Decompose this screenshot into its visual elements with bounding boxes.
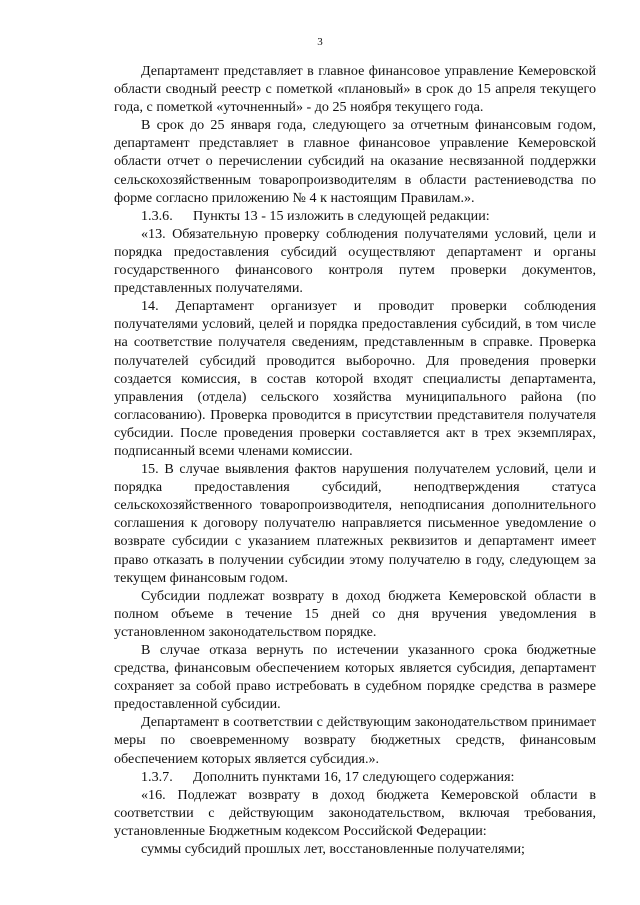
paragraph-subsidy-sums: суммы субсидий прошлых лет, восстановленные получателями; (141, 841, 525, 858)
item-number: 1.3.6. (141, 207, 173, 224)
paragraph-point-16: «16. Подлежат возврату в доход бюджета Кемеровской области в соответствии с действующим законодательством, включая требования, установленные Бюджетным кодексом Российской Федерации: (114, 786, 596, 839)
page-number: 3 (317, 36, 323, 48)
item-number: 1.3.7. (141, 768, 173, 785)
paragraph-point-14: 14. Департамент организует и проводит проверки соблюдения получателями условий, целей и порядка предоставления субсидий, в том числе на соответствие получателя сведениям, представленным в справке. Проверка получателей субсидий проводится выборочно. Для проведения проверки создается комиссия, в состав которой входят специалисты департамента, управления (отдела) сельского хозяйства муниципального района (по согласованию). Проверка проводится в присутствии представителя получателя субсидии. После проведения проверки составляется акт в трех экземплярах, подписанный всеми членами комиссии. (114, 298, 596, 459)
paragraph-point-15: 15. В случае выявления фактов нарушения получателем условий, цели и порядка предоставления субсидий, неподтверждения статуса сельскохозяйственного товаропроизводителя, неподписания дополнительного соглашения к договору получателю направляется письменное уведомление о возврате субсидии с указанием платежных реквизитов и департамент имеет право отказать в получении субсидии этому получателю в году, следующем за текущем финансовым годом. (114, 461, 596, 586)
paragraph-report-deadline: В срок до 25 января года, следующего за отчетным финансовым годом, департамент представляет в главное финансовое управление Кемеровской области отчет о перечислении субсидий на оказание несвязанной поддержки сельскохозяйственным товаропроизводителям в области растениеводства по форме согласно приложению № 4 к настоящим Правилам.». (114, 117, 596, 206)
item-text: Пункты 13 - 15 изложить в следующей редакции: (193, 207, 490, 224)
paragraph-item-1-3-6 (114, 207, 596, 225)
paragraph-reestr-deadlines: Департамент представляет в главное финансовое управление Кемеровской области сводный реестр с пометкой «плановый» в срок до 15 апреля текущего года, с пометкой «уточненный» - до 25 ноября текущего года. (114, 63, 596, 116)
item-text: Дополнить пунктами 16, 17 следующего содержания: (193, 768, 515, 785)
paragraph-refusal-case: В случае отказа вернуть по истечении указанного срока бюджетные средства, финансовым обеспечением которых является субсидия, департамент сохраняет за собой право истребовать в судебном порядке средства в размере предоставленной субсидии. (114, 642, 596, 713)
paragraph-refund-term: Субсидии подлежат возврату в доход бюджета Кемеровской области в полном объеме в течение 15 дней со дня вручения уведомления в установленном законодательством порядке. (114, 587, 596, 640)
paragraph-item-1-3-7 (114, 768, 596, 786)
paragraph-department-measures: Департамент в соответствии с действующим законодательством принимает меры по своевременному возврату бюджетных средств, финансовым обеспечением которых является субсидия.». (114, 714, 596, 767)
paragraph-point-13: «13. Обязательную проверку соблюдения получателями условий, цели и порядка предоставления субсидий осуществляют департамент и органы государственного финансового контроля путем проверки документов, представленных получателями. (114, 225, 596, 297)
document-body (114, 62, 596, 858)
